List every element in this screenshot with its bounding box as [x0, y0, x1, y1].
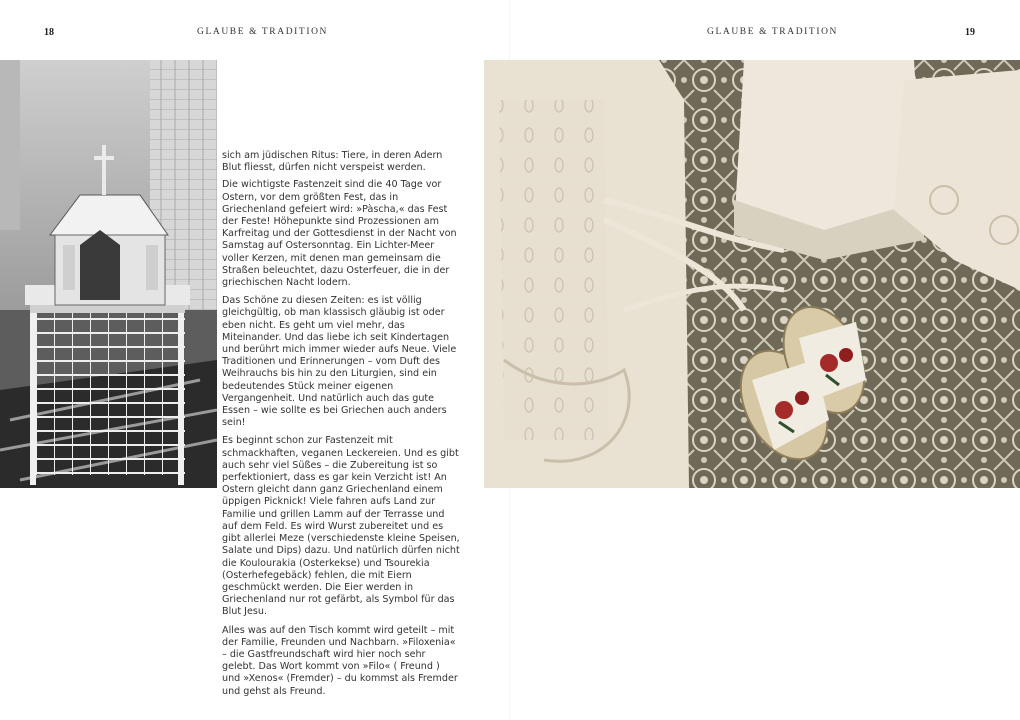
paragraph-1: sich am jüdischen Ritus: Tiere, in deren Adern Blut fliesst, dürfen nicht verspeist werden. [222, 150, 443, 174]
running-head-right: GLAUBE & TRADITION [707, 27, 839, 37]
paragraph-2: Die wichtigste Fastenzeit sind die 40 Tage vor Ostern, vor dem größten Fest, das in Griechenland gefeiert wird: »Pàscha,« das Fest der Feste! Höhepunkte sind Prozessionen am Karfreitag und der Gottesdienst in der Nacht von Samstag auf Ostersonntag. Ein Lichter-Meer voller Kerzen, mit denen man gemeinsam die Straßen beleuchtet, dazu Osterfeuer, die in der griechischen Nacht lodern. [222, 179, 457, 289]
article-body [222, 150, 460, 704]
shrine-illustration [0, 60, 217, 488]
paragraph-3: Das Schöne zu diesen Zeiten: es ist völlig gleichgültig, ob man klassisch gläubig ist oder eben nicht. Es geht um viel mehr, das Miteinander. Und das liebe ich seit Kindertagen und berührt mich immer wieder aufs Neue. Viele Traditionen und Erinnerungen – vom Duft des Weihrauchs bis hin zu den Liturgien, sind ein bedeutendes Stück meiner eigenen Vergangenheit. Und natürlich auch das gute Essen – wie sollte es bei Griechen auch anders sein! [222, 295, 457, 429]
paragraph-4: Es beginnt schon zur Fastenzeit mit schmackhaften, veganen Leckereien. Und es gibt auch sehr viel Süßes – die Zubereitung ist so perfektioniert, dass es gar kein Verzicht ist! An Ostern gleicht dann ganz Griechenland einem üppigen Picknick! Viele fahren aufs Land zur Familie und grillen Lamm auf der Terrasse und auf dem Feld. Es wird Wurst zubereitet und es gibt allerlei Meze (verschiedenste kleine Speisen, Salate und Dips) dazu. Und natürlich dürfen nicht die Koulourakia (Osterkekse) und Tsourekia (Osterhefegebäck) fehlen, die mit Eiern geschmückt werden. Die Eier werden in Griechenland nur rot gefärbt, als Symbol für das Blut Jesu. [222, 435, 460, 618]
paragraph-5: Alles was auf den Tisch kommt wird geteilt – mit der Familie, Freunden und Nachbarn. »Filoxenia« – die Gastfreundschaft wird hier noch sehr gelebt. Das Wort kommt von »Filo« ( Freund ) und »Xenos« (Fremder) – du kommst als Fremder und gehst als Freund. [222, 624, 458, 697]
running-head-left: GLAUBE & TRADITION [197, 27, 329, 37]
page-number-right: 19 [965, 27, 975, 38]
shrine-photo [0, 60, 217, 488]
linen-slippers-photo [484, 60, 1020, 488]
right-page [510, 0, 1020, 720]
page-number-left: 18 [44, 27, 54, 38]
linen-illustration [484, 60, 1020, 488]
